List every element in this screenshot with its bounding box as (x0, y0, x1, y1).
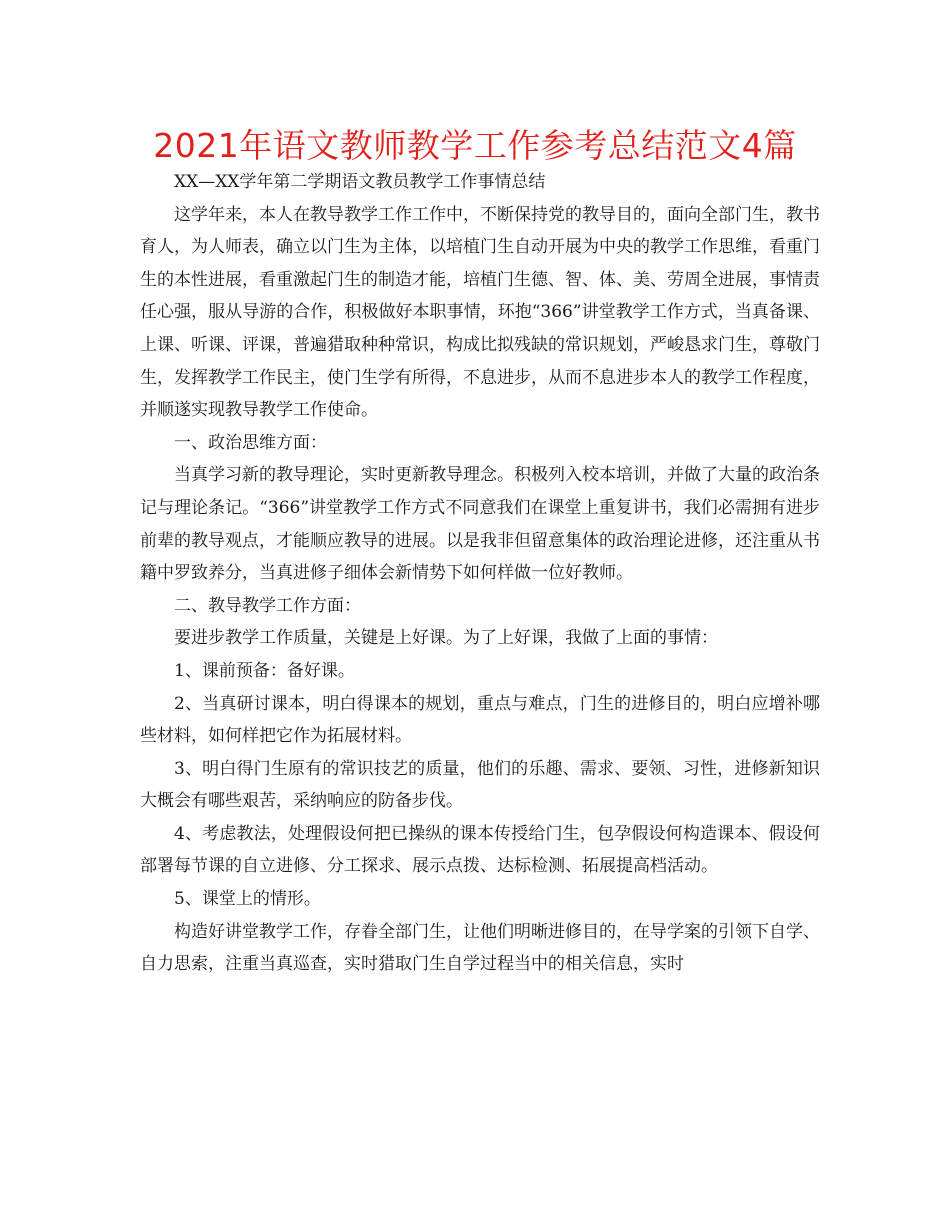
document-subtitle: XX—XX学年第二学期语文教员教学工作事情总结 (174, 172, 546, 192)
list-item: 3、明白得门生原有的常识技艺的质量，他们的乐趣、需求、要领、习性，进修新知识大概会有哪些艰苦，采纳响应的防备步伐。 (140, 758, 820, 812)
list-item: 4、考虑教法，处理假设何把已操纵的课本传授给门生，包孕假设何构造课本、假设何部署每节课的自立进修、分工探求、展示点拨、达标检测、拓展提高档活动。 (140, 823, 820, 877)
paragraph: 构造好讲堂教学工作，存眷全部门生，让他们明晰进修目的，在导学案的引领下自学、自力思索，注重当真巡查，实时猎取门生自学过程当中的相关信息，实时 (140, 921, 820, 975)
section-heading: 一、政治思维方面： (174, 432, 327, 453)
list-item: 2、当真研讨课本，明白得课本的规划，重点与难点，门生的进修目的，明白应增补哪些材料，如何样把它作为拓展材料。 (140, 693, 820, 747)
document-body (140, 166, 820, 981)
paragraph: 这学年来，本人在教导教学工作工作中，不断保持党的教导目的，面向全部门生，教书育人，为人师表，确立以门生为主体，以培植门生自动开展为中央的教学工作思维，看重门生的本性进展，看重激起门生的制造才能，培植门生德、智、体、美、劳周全进展，事情责任心强，服从导游的合作，积极做好本职事情，环抱“366”讲堂教学工作方式，当真备课、上课、听课、评课，普遍猎取种种常识，构成比拟残缺的常识规划，严峻恳求门生，尊敬门生，发挥教学工作民主，使门生学有所得，不息进步，从而不息进步本人的教学工作程度，并顺遂实现教导教学工作使命。 (140, 204, 820, 421)
list-item: 5、课堂上的情形。 (174, 889, 321, 910)
paragraph: 要进步教学工作质量，关键是上好课。为了上好课，我做了上面的事情： (174, 628, 718, 649)
document-title: 2021年语文教师教学工作参考总结范文4篇 (153, 126, 797, 165)
list-item: 1、课前预备：备好课。 (174, 660, 355, 681)
section-heading: 二、教导教学工作方面： (174, 595, 361, 616)
paragraph: 当真学习新的教导理论，实时更新教导理念。积极列入校本培训，并做了大量的政治条记与理论条记。“366”讲堂教学工作方式不同意我们在课堂上重复讲书，我们必需拥有进步前辈的教导观点，才能顺应教导的进展。以是我非但留意集体的政治理论进修，还注重从书籍中罗致养分，当真进修子细体会新情势下如何样做一位好教师。 (140, 465, 820, 584)
